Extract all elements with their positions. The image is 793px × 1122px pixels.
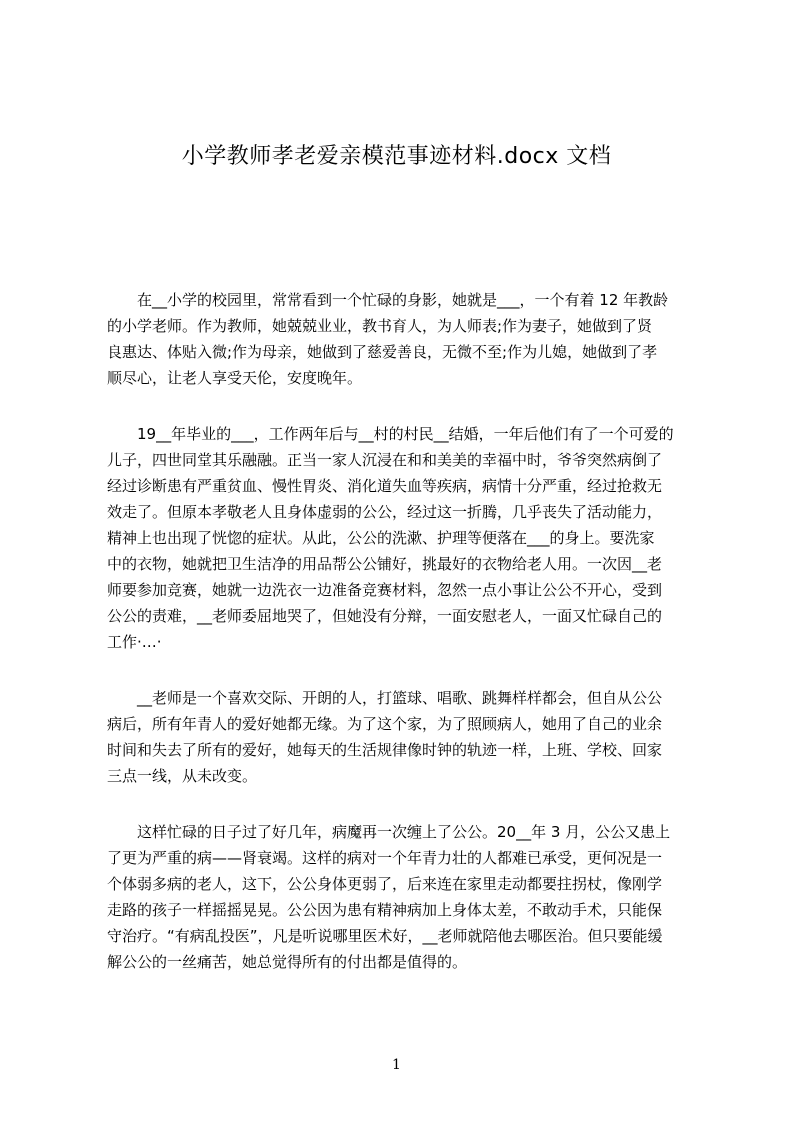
- text-line: 良惠达、体贴入微;作为母亲，她做到了慈爱善良，无微不至;作为儿媳，她做到了孝: [107, 343, 658, 361]
- text-line: 在__小学的校园里，常常看到一个忙碌的身影，她就是___，一个有着 12 年教龄: [107, 291, 669, 309]
- text-line: 了更为严重的病——肾衰竭。这样的病对一个年青力壮的人都难已承受，更何况是一: [107, 849, 663, 867]
- paragraph-1: [107, 287, 700, 391]
- text-line: 走路的孩子一样摇摇晃晃。公公因为患有精神病加上身体太差，不敢动手术，只能保: [107, 901, 663, 919]
- text-line: 解公公的一丝痛苦，她总觉得所有的付出都是值得的。: [107, 953, 468, 971]
- text-line: 工作·…·: [107, 633, 162, 651]
- text-line: __老师是一个喜欢交际、开朗的人，打篮球、唱歌、跳舞样样都会，但自从公公: [107, 689, 663, 707]
- text-line: 精神上也出现了恍惚的症状。从此，公公的洗漱、护理等便落在___的身上。要洗家: [107, 529, 655, 547]
- text-line: 顺尽心，让老人享受天伦，安度晚年。: [107, 369, 363, 387]
- text-line: 病后，所有年青人的爱好她都无缘。为了这个家，为了照顾病人，她用了自己的业余: [107, 715, 663, 733]
- text-line: 的小学老师。作为教师，她兢兢业业，教书育人，为人师表;作为妻子，她做到了贤: [107, 317, 653, 335]
- page-number: 1: [392, 1057, 401, 1073]
- text-line: 19__年毕业的___，工作两年后与__村的村民__结婚，一年后他们有了一个可爱的: [107, 425, 674, 443]
- text-line: 这样忙碌的日子过了好几年，病魔再一次缠上了公公。20__年 3 月，公公又患上: [107, 823, 671, 841]
- text-line: 师要参加竞赛，她就一边洗衣一边准备竞赛材料，忽然一点小事让公公不开心，受到: [107, 581, 663, 599]
- paragraph-2: [107, 421, 700, 655]
- paragraph-3: [107, 685, 700, 789]
- text-line: 经过诊断患有严重贫血、慢性胃炎、消化道失血等疾病，病情十分严重，经过抢救无: [107, 477, 663, 495]
- document-body: [107, 287, 700, 1005]
- text-line: 儿子，四世同堂其乐融融。正当一家人沉浸在和和美美的幸福中时，爷爷突然病倒了: [107, 451, 663, 469]
- text-line: 公公的责难，__老师委屈地哭了，但她没有分辩，一面安慰老人，一面又忙碌自己的: [107, 607, 663, 625]
- text-line: 时间和失去了所有的爱好，她每天的生活规律像时钟的轨迹一样，上班、学校、回家: [107, 741, 663, 759]
- text-line: 效走了。但原本孝敬老人且身体虚弱的公公，经过这一折腾，几乎丧失了活动能力，: [107, 503, 663, 521]
- document-title: 小学教师孝老爱亲模范事迹材料.docx 文档: [181, 144, 612, 169]
- text-line: 个体弱多病的老人，这下，公公身体更弱了，后来连在家里走动都要拄拐杖，像刚学: [107, 875, 663, 893]
- paragraph-4: [107, 819, 700, 975]
- text-line: 中的衣物，她就把卫生洁净的用品帮公公铺好，挑最好的衣物给老人用。一次因__老: [107, 555, 663, 573]
- text-line: 三点一线，从未改变。: [107, 767, 258, 785]
- text-line: 守治疗。“有病乱投医”，凡是听说哪里医术好，__老师就陪他去哪医治。但只要能缓: [107, 927, 663, 945]
